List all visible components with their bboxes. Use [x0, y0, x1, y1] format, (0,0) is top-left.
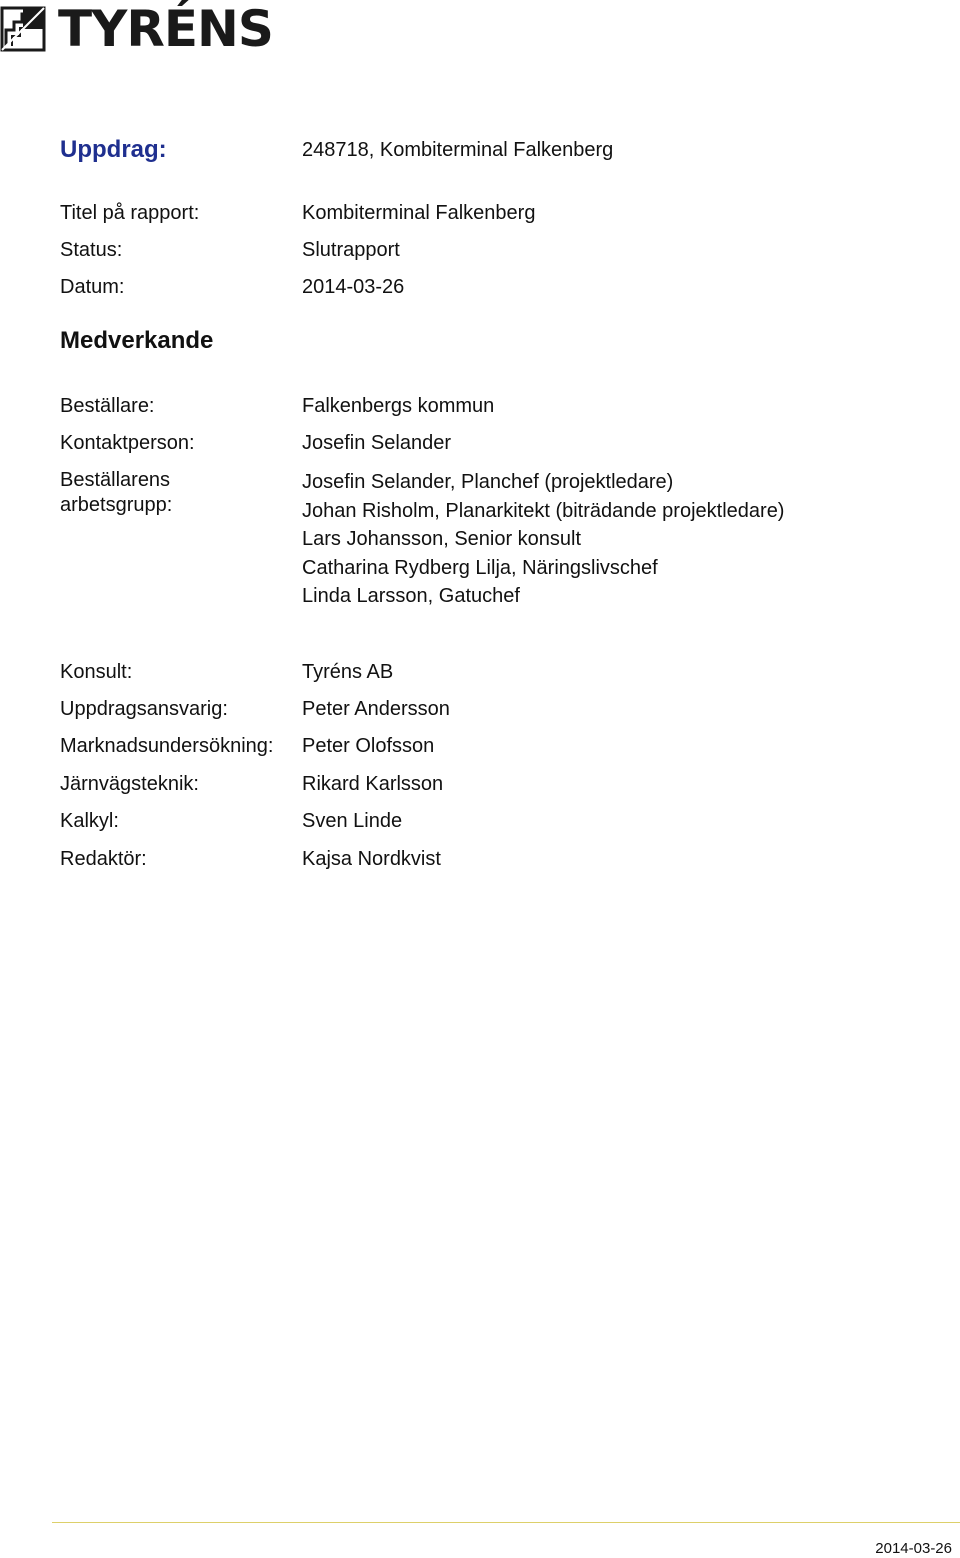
footer-date: 2014-03-26: [875, 1540, 952, 1557]
footer-divider: [52, 1522, 960, 1523]
assignment-value: 248718, Kombiterminal Falkenberg: [302, 139, 614, 161]
company-logo: [0, 0, 273, 58]
market-research-label: Marknadsundersökning:: [60, 735, 274, 757]
status-value: Slutrapport: [302, 239, 400, 261]
workgroup-label-line: arbetsgrupp:: [60, 494, 173, 516]
workgroup-members: [302, 468, 784, 611]
market-research-value: Peter Olofsson: [302, 735, 435, 757]
tyrens-logo-icon: [0, 6, 46, 52]
workgroup-member: Lars Johansson, Senior konsult: [302, 528, 582, 550]
railway-engineering-value: Rikard Karlsson: [302, 773, 444, 795]
assignment-label: Uppdrag:: [60, 136, 167, 163]
calculation-label: Kalkyl:: [60, 810, 119, 832]
workgroup-label-line: Beställarens: [60, 469, 171, 491]
client-label: Beställare:: [60, 395, 155, 417]
report-title-value: Kombiterminal Falkenberg: [302, 202, 536, 224]
contributors-heading: Medverkande: [60, 327, 214, 354]
date-value: 2014-03-26: [302, 276, 405, 298]
status-label: Status:: [60, 239, 123, 261]
railway-engineering-label: Järnvägsteknik:: [60, 773, 199, 795]
project-manager-value: Peter Andersson: [302, 698, 450, 720]
client-value: Falkenbergs kommun: [302, 395, 495, 417]
report-title-label: Titel på rapport:: [60, 202, 200, 224]
workgroup-member: Catharina Rydberg Lilja, Näringslivschef: [302, 556, 658, 579]
date-label: Datum:: [60, 276, 125, 298]
editor-label: Redaktör:: [60, 848, 147, 870]
workgroup-label: [60, 468, 172, 518]
logo-text: TYRÉNS: [58, 0, 273, 58]
workgroup-member: Josefin Selander, Planchef (projektledare): [302, 471, 674, 493]
contact-value: Josefin Selander: [302, 432, 451, 454]
consultant-value: Tyréns AB: [302, 661, 394, 683]
consultant-label: Konsult:: [60, 661, 133, 683]
project-manager-label: Uppdragsansvarig:: [60, 698, 228, 720]
editor-value: Kajsa Nordkvist: [302, 848, 441, 870]
workgroup-member: Johan Risholm, Planarkitekt (biträdande projektledare): [302, 499, 785, 522]
calculation-value: Sven Linde: [302, 810, 403, 832]
workgroup-member: Linda Larsson, Gatuchef: [302, 585, 520, 607]
contact-label: Kontaktperson:: [60, 432, 195, 454]
